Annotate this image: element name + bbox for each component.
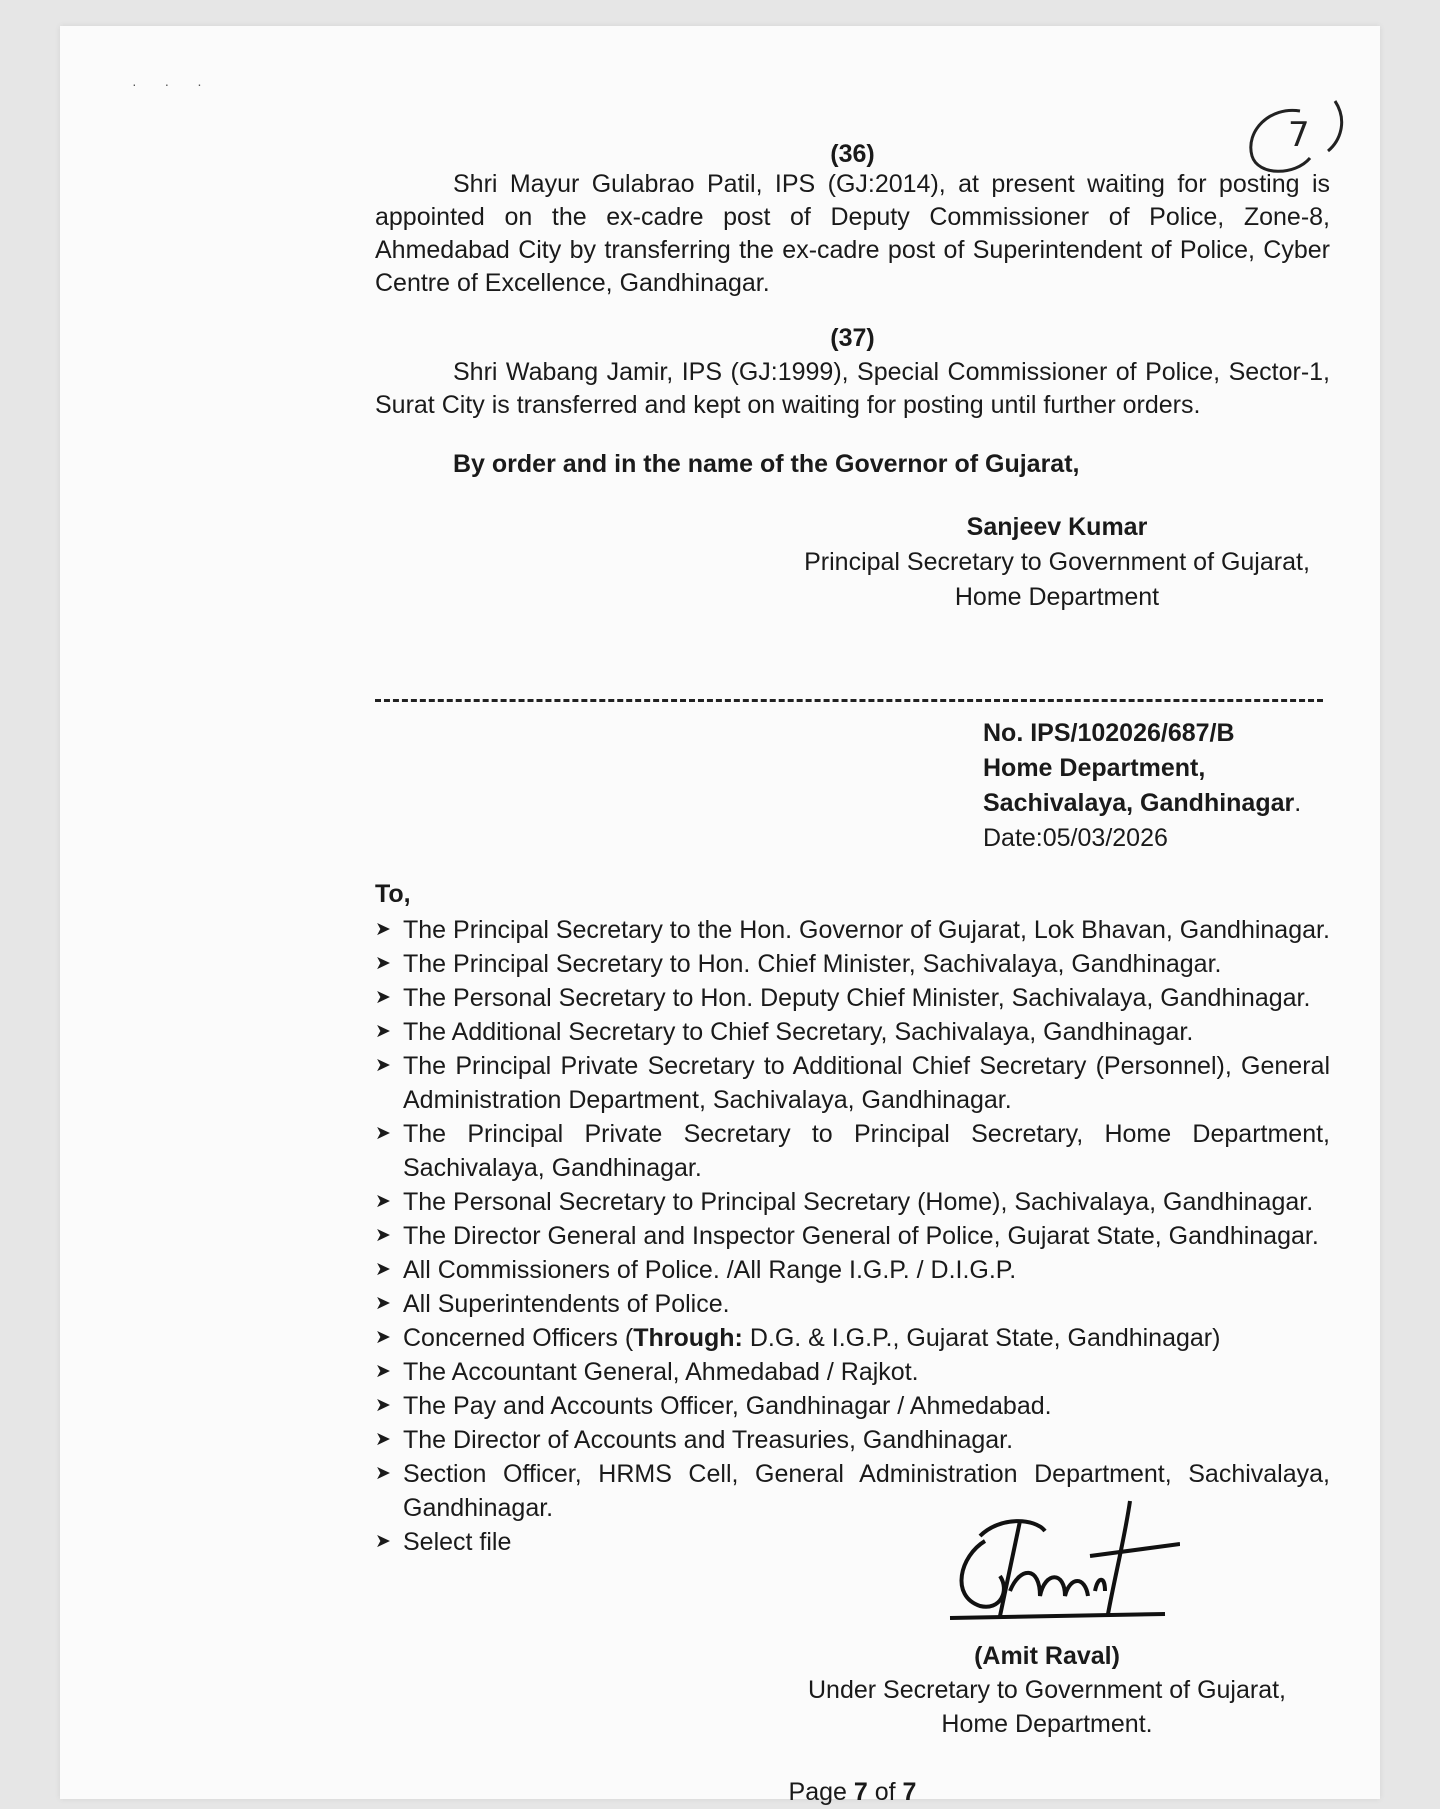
recipient-text: All Commissioners of Police. /All Range I.G.P. / D.I.G.P. [403,1256,1017,1284]
footer-prefix: Page [788,1778,854,1806]
recipient-suffix: D.G. & I.G.P., Gujarat State, Gandhinagar) [742,1324,1221,1352]
list-item [375,947,1330,981]
reference-date: Date:05/03/2026 [983,824,1168,852]
paragraph-number: (37) [830,324,875,352]
scan-specks: · · · [132,76,214,92]
list-item [375,981,1330,1015]
footer-total-pages: 7 [902,1778,917,1806]
list-item [375,1321,1330,1355]
final-signatory-designation: Under Secretary to Government of Gujarat, [808,1676,1286,1704]
list-item [375,1355,1330,1389]
final-signatory-name: (Amit Raval) [974,1642,1120,1670]
list-item [375,1117,1330,1185]
recipient-text: The Director General and Inspector General of Police, Gujarat State, Gandhinagar. [403,1222,1319,1250]
final-signatory-block [787,1639,1307,1741]
signatory-department: Home Department [954,583,1160,611]
arrow-bullet-icon: ➤ [375,1259,391,1280]
list-item [375,913,1330,947]
list-item [375,1423,1330,1457]
paragraph-number: (36) [830,140,875,168]
reference-location [983,786,1301,821]
signatory-block [777,510,1337,615]
list-item [375,1457,1330,1525]
order-line: By order and in the name of the Governor of Gujarat, [453,450,1080,478]
recipient-list [375,913,1330,1559]
footer-current-page: 7 [853,1778,868,1806]
arrow-bullet-icon: ➤ [375,1191,391,1212]
page-footer [375,1776,1330,1809]
recipient-text: The Principal Private Secretary to Additional Chief Secretary (Personnel), General Administration Department, Sachivalaya, Gandhinagar. [403,1052,1330,1114]
recipient-text: The Accountant General, Ahmedabad / Rajkot. [403,1358,919,1386]
arrow-bullet-icon: ➤ [375,953,391,974]
recipient-text: The Personal Secretary to Principal Secretary (Home), Sachivalaya, Gandhinagar. [403,1188,1314,1216]
arrow-bullet-icon: ➤ [375,1429,391,1450]
arrow-bullet-icon: ➤ [375,1225,391,1246]
arrow-bullet-icon: ➤ [375,1531,391,1552]
reference-block [983,716,1301,856]
signatory-designation: Principal Secretary to Government of Gujarat, [804,548,1310,576]
arrow-bullet-icon: ➤ [375,1123,391,1144]
recipient-text: The Director of Accounts and Treasuries, Gandhinagar. [403,1426,1014,1454]
document-page [60,26,1380,1806]
list-item [375,1049,1330,1117]
recipient-text: The Personal Secretary to Hon. Deputy Chief Minister, Sachivalaya, Gandhinagar. [403,984,1311,1012]
signatory-name: Sanjeev Kumar [966,513,1148,541]
arrow-bullet-icon: ➤ [375,1293,391,1314]
recipient-prefix: Concerned Officers ( [403,1324,634,1352]
list-item [375,1389,1330,1423]
list-item [375,1287,1330,1321]
recipient-text: Section Officer, HRMS Cell, General Administration Department, Sachivalaya, Gandhinagar. [403,1460,1330,1522]
recipient-text: All Superintendents of Police. [403,1290,730,1318]
reference-location-punct: . [1294,789,1302,817]
list-item [375,1253,1330,1287]
recipient-text: The Principal Private Secretary to Principal Secretary, Home Department, Sachivalaya, Gandhinagar. [403,1120,1330,1182]
recipient-text: Select file [403,1528,512,1556]
recipient-text: The Principal Secretary to Hon. Chief Minister, Sachivalaya, Gandhinagar. [403,950,1222,978]
arrow-bullet-icon: ➤ [375,1021,391,1042]
page-mark-digit: 7 [1288,115,1310,155]
arrow-bullet-icon: ➤ [375,1055,391,1076]
final-signatory-department: Home Department. [941,1710,1153,1738]
footer-middle: of [867,1778,903,1806]
list-item [375,1525,1330,1559]
arrow-bullet-icon: ➤ [375,1327,391,1348]
paragraph-text: Shri Mayur Gulabrao Patil, IPS (GJ:2014), at present waiting for posting is appointed on the ex-cadre post of Deputy Commissioner of Police, Zone-8, Ahmedabad City by transferring the ex-cadre post of Superintendent of Police, Cyber Centre of Excellence, Gandhinagar. [375,170,1330,297]
arrow-bullet-icon: ➤ [375,1463,391,1484]
paragraph-text: Shri Wabang Jamir, IPS (GJ:1999), Special Commissioner of Police, Sector-1, Surat City is transferred and kept on waiting for posting until further orders. [375,358,1330,419]
arrow-bullet-icon: ➤ [375,987,391,1008]
recipient-text: The Principal Secretary to the Hon. Governor of Gujarat, Lok Bhavan, Gandhinagar. [403,916,1330,944]
reference-location-name: Sachivalaya, Gandhinagar [983,789,1295,817]
reference-department: Home Department, [983,754,1206,782]
list-item [375,1185,1330,1219]
arrow-bullet-icon: ➤ [375,1395,391,1416]
recipient-bold: Through: [633,1324,743,1352]
to-label: To, [375,880,411,908]
section-divider [375,699,1323,702]
recipient-text: The Additional Secretary to Chief Secretary, Sachivalaya, Gandhinagar. [403,1018,1194,1046]
reference-number: No. IPS/102026/687/B [983,719,1235,747]
list-item [375,1015,1330,1049]
list-item [375,1219,1330,1253]
arrow-bullet-icon: ➤ [375,1361,391,1382]
recipient-text: The Pay and Accounts Officer, Gandhinagar / Ahmedabad. [403,1392,1052,1420]
handwritten-signature [940,1496,1180,1626]
arrow-bullet-icon: ➤ [375,919,391,940]
